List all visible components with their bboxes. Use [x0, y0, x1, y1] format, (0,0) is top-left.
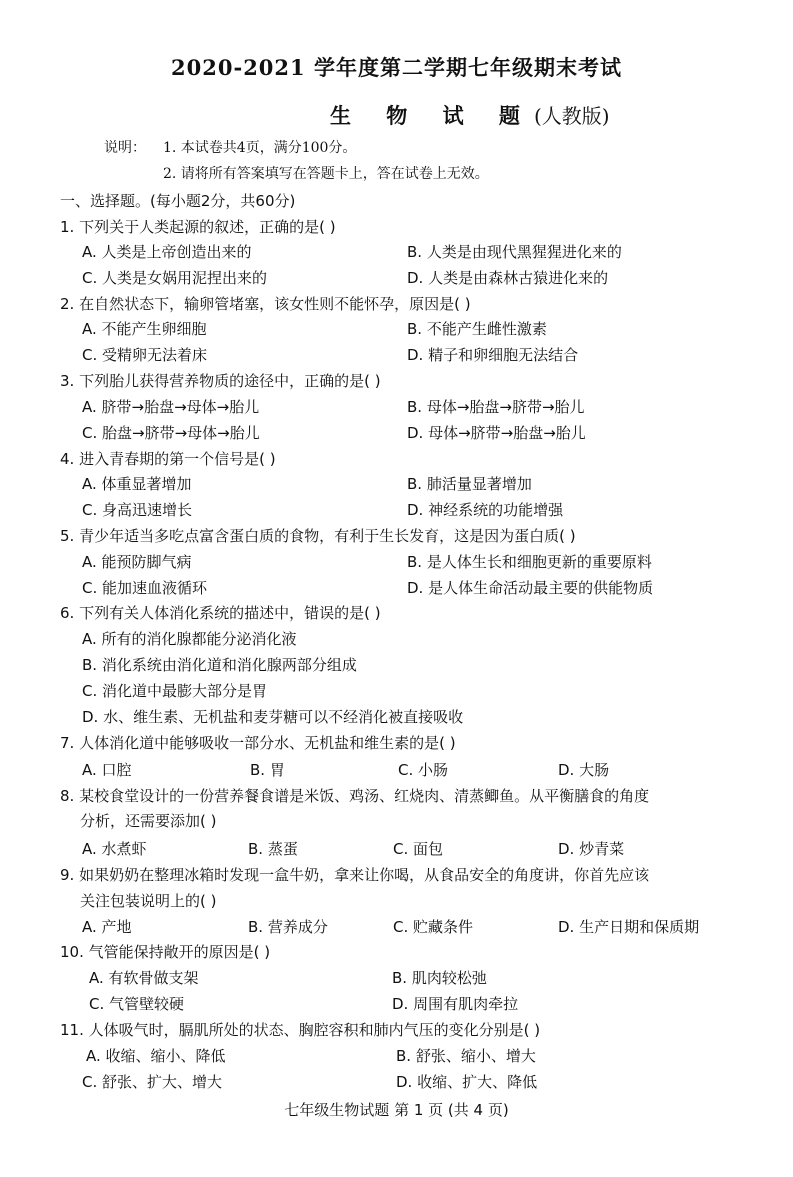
question-9-option-b: B. 营养成分 [248, 918, 328, 936]
question-5-option-b: B. 是人体生长和细胞更新的重要原料 [407, 553, 652, 571]
question-1-option-b: B. 人类是由现代黑猩猩进化来的 [407, 243, 622, 261]
question-5-option-d: D. 是人体生命活动最主要的供能物质 [407, 579, 654, 597]
question-2-stem: 2. 在自然状态下，输卵管堵塞，该女性则不能怀孕，原因是( ) [60, 295, 471, 313]
question-2-option-a: A. 不能产生卵细胞 [82, 320, 207, 338]
question-9-option-a: A. 产地 [82, 918, 132, 936]
question-7-option-b: B. 胃 [250, 761, 285, 779]
question-6-option-a: A. 所有的消化腺都能分泌消化液 [82, 630, 297, 648]
question-9-option-d: D. 生产日期和保质期 [558, 918, 700, 936]
section-heading: 一、选择题。(每小题2分，共60分) [60, 192, 296, 210]
question-3-option-a: A. 脐带→胎盘→母体→胎儿 [82, 398, 260, 416]
instruction-item-1: 1. 本试卷共4页，满分100分。 [163, 140, 357, 156]
question-2-option-d: D. 精子和卵细胞无法结合 [407, 346, 579, 364]
page-footer: 七年级生物试题 第 1 页 (共 4 页) [284, 1101, 509, 1119]
question-3-stem: 3. 下列胎儿获得营养物质的途径中，正确的是( ) [60, 372, 381, 390]
question-8-option-d: D. 炒青菜 [558, 840, 625, 858]
question-5-stem: 5. 青少年适当多吃点富含蛋白质的食物，有利于生长发育，这是因为蛋白质( ) [60, 527, 576, 545]
question-7-stem: 7. 人体消化道中能够吸收一部分水、无机盐和维生素的是( ) [60, 734, 456, 752]
question-9-stem: 9. 如果奶奶在整理冰箱时发现一盒牛奶，拿来让你喝，从食品安全的角度讲，你首先应该 [60, 866, 650, 884]
question-8-stem: 8. 某校食堂设计的一份营养餐食谱是米饭、鸡汤、红烧肉、清蒸鲫鱼。从平衡膳食的角度 [60, 787, 650, 805]
question-4-stem: 4. 进入青春期的第一个信号是( ) [60, 450, 276, 468]
question-6-option-d: D. 水、维生素、无机盐和麦芽糖可以不经消化被直接吸收 [82, 708, 464, 726]
question-10-stem: 10. 气管能保持敞开的原因是( ) [60, 943, 271, 961]
question-11-option-b: B. 舒张、缩小、增大 [396, 1047, 536, 1065]
question-10-option-d: D. 周围有肌肉牵拉 [392, 995, 519, 1013]
question-7-option-c: C. 小肠 [398, 761, 449, 779]
question-4-option-c: C. 身高迅速增长 [82, 501, 193, 519]
question-11-option-a: A. 收缩、缩小、降低 [86, 1047, 226, 1065]
question-5-option-c: C. 能加速血液循环 [82, 579, 208, 597]
question-10-option-b: B. 肌肉较松弛 [392, 969, 487, 987]
question-6-stem: 6. 下列有关人体消化系统的描述中，错误的是( ) [60, 604, 381, 622]
question-1-stem: 1. 下列关于人类起源的叙述，正确的是( ) [60, 218, 336, 236]
exam-subtitle [330, 100, 610, 130]
question-11-stem: 11. 人体吸气时，膈肌所处的状态、胸腔容积和肺内气压的变化分别是( ) [60, 1021, 541, 1039]
question-7-option-a: A. 口腔 [82, 761, 132, 779]
question-3-option-d: D. 母体→脐带→胎盘→胎儿 [407, 424, 586, 442]
question-10-option-a: A. 有软骨做支架 [89, 969, 199, 987]
question-4-option-a: A. 体重显著增加 [82, 475, 192, 493]
question-2-option-c: C. 受精卵无法着床 [82, 346, 208, 364]
question-10-option-c: C. 气管壁较硬 [89, 995, 185, 1013]
question-3-option-c: C. 胎盘→脐带→母体→胎儿 [82, 424, 260, 442]
question-8-stem-cont: 分析，还需要添加( ) [80, 812, 217, 830]
subject-title: 生 物 试 题 [330, 103, 534, 128]
question-9-option-c: C. 贮藏条件 [393, 918, 474, 936]
question-1-option-a: A. 人类是上帝创造出来的 [82, 243, 252, 261]
question-6-option-b: B. 消化系统由消化道和消化腺两部分组成 [82, 656, 357, 674]
edition-label: (人教版) [533, 104, 610, 128]
exam-title: 2020-2021 学年度第二学期七年级期末考试 [171, 55, 622, 80]
instruction-item-2: 2. 请将所有答案填写在答题卡上，答在试卷上无效。 [163, 166, 489, 182]
question-4-option-b: B. 肺活量显著增加 [407, 475, 532, 493]
instructions-label: 说明： [104, 140, 146, 156]
question-3-option-b: B. 母体→胎盘→脐带→胎儿 [407, 398, 585, 416]
question-8-option-b: B. 蒸蛋 [248, 840, 298, 858]
question-5-option-a: A. 能预防脚气病 [82, 553, 192, 571]
question-2-option-b: B. 不能产生雌性激素 [407, 320, 547, 338]
question-11-option-c: C. 舒张、扩大、增大 [82, 1073, 223, 1091]
question-6-option-c: C. 消化道中最膨大部分是胃 [82, 682, 268, 700]
question-11-option-d: D. 收缩、扩大、降低 [396, 1073, 538, 1091]
question-1-option-d: D. 人类是由森林古猿进化来的 [407, 269, 609, 287]
question-1-option-c: C. 人类是女娲用泥捏出来的 [82, 269, 268, 287]
question-8-option-c: C. 面包 [393, 840, 444, 858]
question-4-option-d: D. 神经系统的功能增强 [407, 501, 564, 519]
question-8-option-a: A. 水煮虾 [82, 840, 147, 858]
question-7-option-d: D. 大肠 [558, 761, 610, 779]
question-9-stem-cont: 关注包装说明上的( ) [80, 892, 217, 910]
